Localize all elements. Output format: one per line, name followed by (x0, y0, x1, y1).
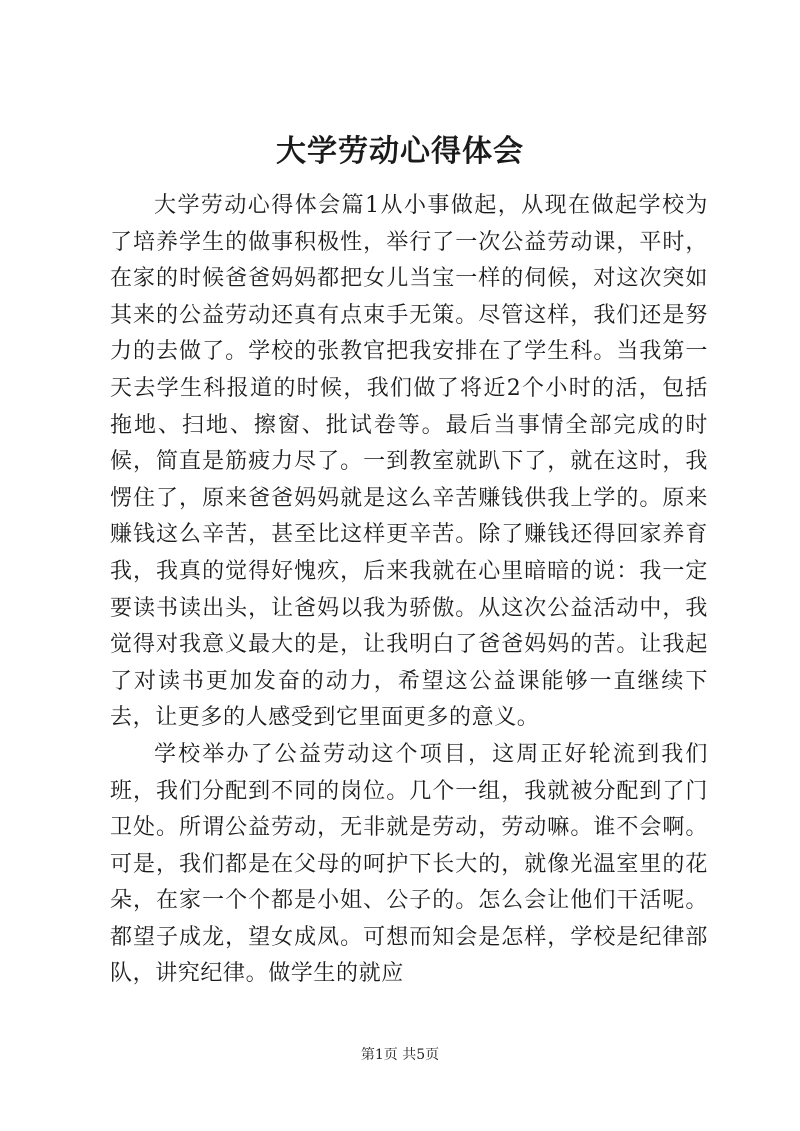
paragraph-1: 大学劳动心得体会篇1从小事做起，从现在做起学校为了培养学生的做事积极性，举行了一次公益劳动课，平时，在家的时候爸爸妈妈都把女儿当宝一样的伺候，对这次突如其来的公益劳动还真有点束手无策。尽管这样，我们还是努力的去做了。学校的张教官把我安排在了学生科。当我第一天去学生科报道的时候，我们做了将近2个小时的活，包括拖地、扫地、擦窗、批试卷等。最后当事情全部完成的时候，简直是筋疲力尽了。一到教室就趴下了，就在这时，我愣住了，原来爸爸妈妈就是这么辛苦赚钱供我上学的。原来赚钱这么辛苦，甚至比这样更辛苦。除了赚钱还得回家养育我，我真的觉得好愧疚，后来我就在心里暗暗的说：我一定要读书读出头，让爸妈以我为骄傲。从这次公益活动中，我觉得对我意义最大的是，让我明白了爸爸妈妈的苦。让我起了对读书更加发奋的动力，希望这公益课能够一直继续下去，让更多的人感受到它里面更多的意义。 (110, 193, 708, 731)
document-body (110, 188, 708, 993)
page-number-footer: 第1页 共5页 (360, 1047, 440, 1063)
document-title: 大学劳动心得体会 (276, 134, 524, 169)
paragraph-2: 学校举办了公益劳动这个项目，这周正好轮流到我们班，我们分配到不同的岗位。几个一组，我就被分配到了门卫处。所谓公益劳动，无非就是劳动，劳动嘛。谁不会啊。可是，我们都是在父母的呵护下长大的，就像光温室里的花朵，在家一个个都是小姐、公子的。怎么会让他们干活呢。都望子成龙，望女成凤。可想而知会是怎样，学校是纪律部队，讲究纪律。做学生的就应 (110, 741, 708, 987)
